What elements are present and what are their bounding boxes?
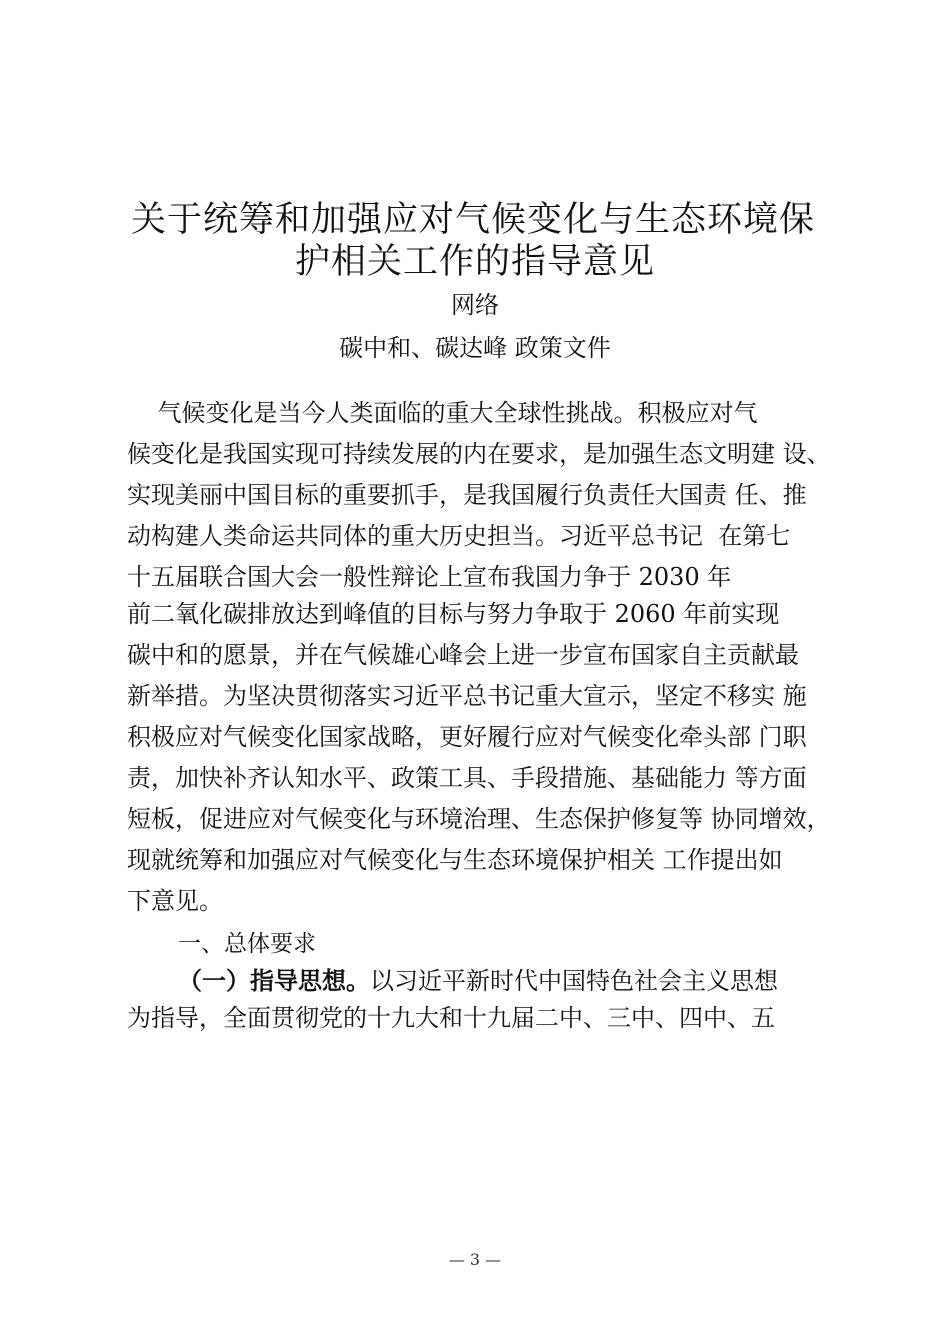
page-number: — 3 — (448, 1250, 502, 1269)
body-line-6: 前二氧化碳排放达到峰值的目标与努力争取于 2060 年前实现 (127, 600, 780, 628)
document-title-line-2: 护相关工作的指导意见 (294, 242, 655, 282)
body-line-11: 短板，促进应对气候变化与环境治理、生态保护修复等 协同增效， (127, 805, 831, 833)
body-line-4: 动构建人类命运共同体的重大历史担当。习近平总书记 在第七 (127, 522, 791, 550)
body-line-13: 下意见。 (127, 887, 223, 915)
document-author: 网络 (451, 291, 499, 319)
subsection-line (178, 966, 778, 996)
body-line-12: 现就统筹和加强应对气候变化与生态环境保护相关 工作提出如 (127, 846, 783, 874)
subsection-label: （一）指导思想。 (178, 967, 370, 995)
body-line-3: 实现美丽中国目标的重要抓手，是我国履行负责任大国责 任、推 (127, 481, 807, 509)
body-line-9: 积极应对气候变化国家战略，更好履行应对气候变化牵头部 门职 (127, 723, 807, 751)
body-line-8: 新举措。为坚决贯彻落实习近平总书记重大宣示，坚定不移实 施 (127, 682, 807, 710)
body-line-7: 碳中和的愿景，并在气候雄心峰会上进一步宣布国家自主贡献最 (127, 641, 799, 669)
body-line-last: 为指导，全面贯彻党的十九大和十九届二中、三中、四中、五 (127, 1004, 775, 1032)
body-line-10: 责，加快补齐认知水平、政策工具、手段措施、基础能力 等方面 (127, 764, 807, 792)
body-line-1: 气候变化是当今人类面临的重大全球性挑战。积极应对气 (127, 399, 758, 427)
body-line-5: 十五届联合国大会一般性辩论上宣布我国力争于 2030 年 (127, 563, 732, 591)
section-heading: 一、总体要求 (178, 931, 316, 957)
subsection-text: 以习近平新时代中国特色社会主义思想 (370, 967, 778, 995)
document-title-line-1: 关于统筹和加强应对气候变化与生态环境保 (130, 200, 815, 240)
document-category: 碳中和、碳达峰 政策文件 (339, 334, 611, 362)
body-line-2: 候变化是我国实现可持续发展的内在要求，是加强生态文明建 设、 (127, 440, 831, 468)
